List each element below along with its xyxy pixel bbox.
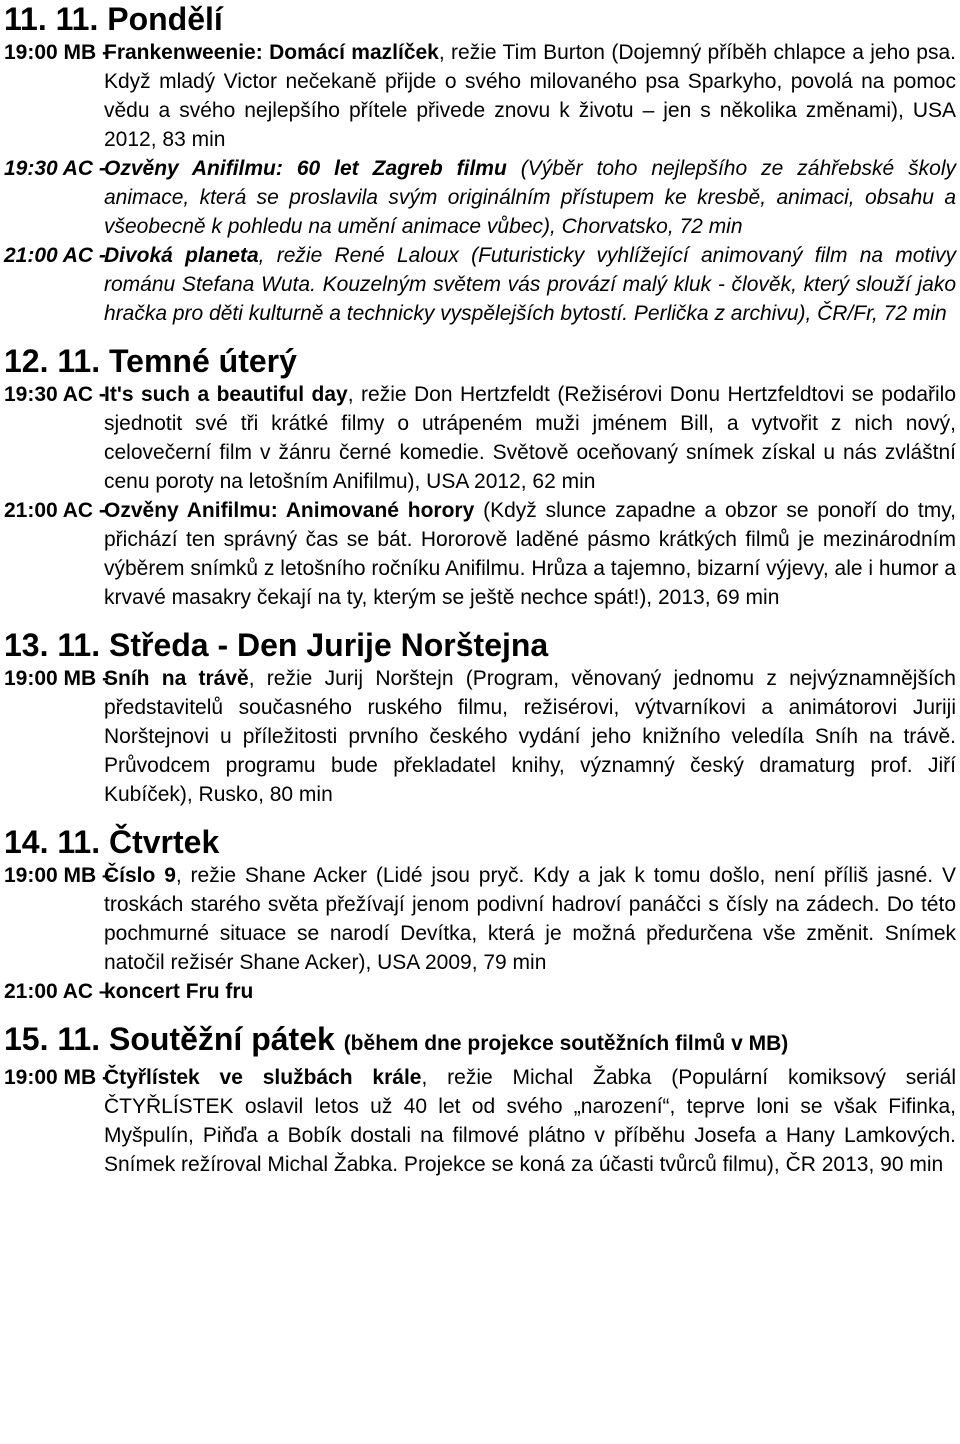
entry-description: (Když slunce zapadne a obzor se ponoří do tmy, přichází ten správný čas se bát. Hororově laděné pásmo krátkých filmů je mezinárodním výběrem snímků z letošního ročníku Anifilmu. Hrůza a tajemno, bizarní výjevy, ale i humor a krvavé masakry čekají na ty, kterým se ještě nechce spát!), 2013, 69 min [104, 499, 956, 609]
program-entry [4, 1063, 956, 1179]
entry-title: It's such a beautiful day [104, 383, 348, 406]
program-entry [4, 977, 956, 1006]
entry-time: 21:00 AC – [4, 980, 111, 1003]
program-entry [4, 496, 956, 612]
entry-time: 21:00 AC - [4, 244, 106, 267]
section-spacer [4, 1006, 956, 1020]
entry-description: , režie Tim Burton (Dojemný příběh chlapce a jeho psa. Když mladý Victor nečekaně přijde o svého milovaného psa Sparkyho, povolá na pomoc vědu a svého nejlepšího přítele přivede znovu k životu – jen s několika změnami), USA 2012, 83 min [104, 41, 956, 151]
entry-time: 19:00 MB - [4, 1066, 110, 1089]
entry-description: (Výběr toho nejlepšího ze záhřebské školy animace, která se proslavila svým originálním přístupem ke kresbě, animaci, obsahu a všeobecně k pohledu na umění animace vůbec), Chorvatsko, 72 min [104, 157, 956, 238]
day-heading-note: (během dne projekce soutěžních filmů v MB) [343, 1032, 789, 1055]
entry-time: 19:30 AC - [4, 383, 106, 406]
entry-title: Čtyřlístek ve službách krále [104, 1066, 422, 1089]
entry-title: Ozvěny Anifilmu: 60 let Zagreb filmu [104, 157, 507, 180]
entry-description: , režie Don Hertzfeldt (Režisérovi Donu Hertzfeldtovi se podařilo sjednotit své tři krátké filmy o utrápeném muži jménem Bill, a vytvořit z nich nový, celovečerní film v žánru černé komedie. Světově oceňovaný snímek získal u nás zvláštní cenu poroty na letošním Anifilmu), USA 2012, 62 min [104, 383, 957, 493]
entry-title: koncert Fru fru [104, 980, 254, 1003]
entry-description: , režie Shane Acker (Lidé jsou pryč. Kdy a jak k tomu došlo, není příliš jasné. V troskách starého světa přežívají jenom podivní hadroví panáčci s čísly na zádech. Do této pochmurné situace se narodí Devítka, která je možná předurčena vše změnit. Snímek natočil režisér Shane Acker), USA 2009, 79 min [104, 864, 956, 974]
entry-time: 19:00 MB – [4, 864, 114, 887]
entry-description: , režie René Laloux (Futuristicky vyhlížející animovaný film na motivy románu Stefana Wuta. Kouzelným světem vás provází malý kluk - člověk, který slouží jako hračka pro děti kulturně a technicky vyspělejších bytostí. Perlička z archivu), ČR/Fr, 72 min [104, 244, 956, 325]
program-entry [4, 241, 956, 328]
day-heading: 13. 11. Středa - Den Jurije Norštejna [4, 627, 549, 663]
section-spacer [4, 809, 956, 823]
entry-description: , režie Michal Žabka (Populární komiksový seriál ČTYŘLÍSTEK oslavil letos už 40 let od svého „narození“, teprve loni se však Fifinka, Myšpulín, Piňďa a Bobík dostali na filmové plátno v příběhu Josefa a Hany Lamkových. Snímek režíroval Michal Žabka. Projekce se koná za účasti tvůrců filmu), ČR 2013, 90 min [104, 1066, 956, 1176]
entry-title: Ozvěny Anifilmu: Animované horory [104, 499, 475, 522]
entry-title: Číslo 9 [104, 864, 176, 887]
entry-time: 19:00 MB - [4, 667, 110, 690]
program-entry [4, 664, 956, 809]
program-entry [4, 380, 956, 496]
entry-title: Divoká planeta [104, 244, 259, 267]
entry-time: 21:00 AC - [4, 499, 106, 522]
section-spacer [4, 328, 956, 342]
day-heading-title: 15. 11. Soutěžní pátek [4, 1021, 335, 1057]
entry-description: , režie Jurij Norštejn (Program, věnovaný jednomu z nejvýznamnějších představitelů současného ruského filmu, režisérovi, výtvarníkovi a animátorovi Juriji Norštejnovi u příležitosti prvního českého vydání jeho knižního veledíla Sníh na trávě. Průvodcem programu bude překladatel knihy, významný český dramaturg prof. Jiří Kubíček), Rusko, 80 min [104, 667, 956, 806]
day-heading [4, 1020, 956, 1063]
program-entry [4, 38, 956, 154]
entry-time: 19:00 MB - [4, 41, 110, 64]
day-heading: 14. 11. Čtvrtek [4, 824, 220, 860]
section-spacer [4, 612, 956, 626]
day-heading: 12. 11. Temné úterý [4, 343, 297, 379]
day-heading: 11. 11. Pondělí [4, 1, 223, 37]
program-entry [4, 861, 956, 977]
entry-title: Sníh na trávě [104, 667, 249, 690]
program-entry [4, 154, 956, 241]
entry-time: 19:30 AC - [4, 157, 106, 180]
entry-title: Frankenweenie: Domácí mazlíček [104, 41, 439, 64]
